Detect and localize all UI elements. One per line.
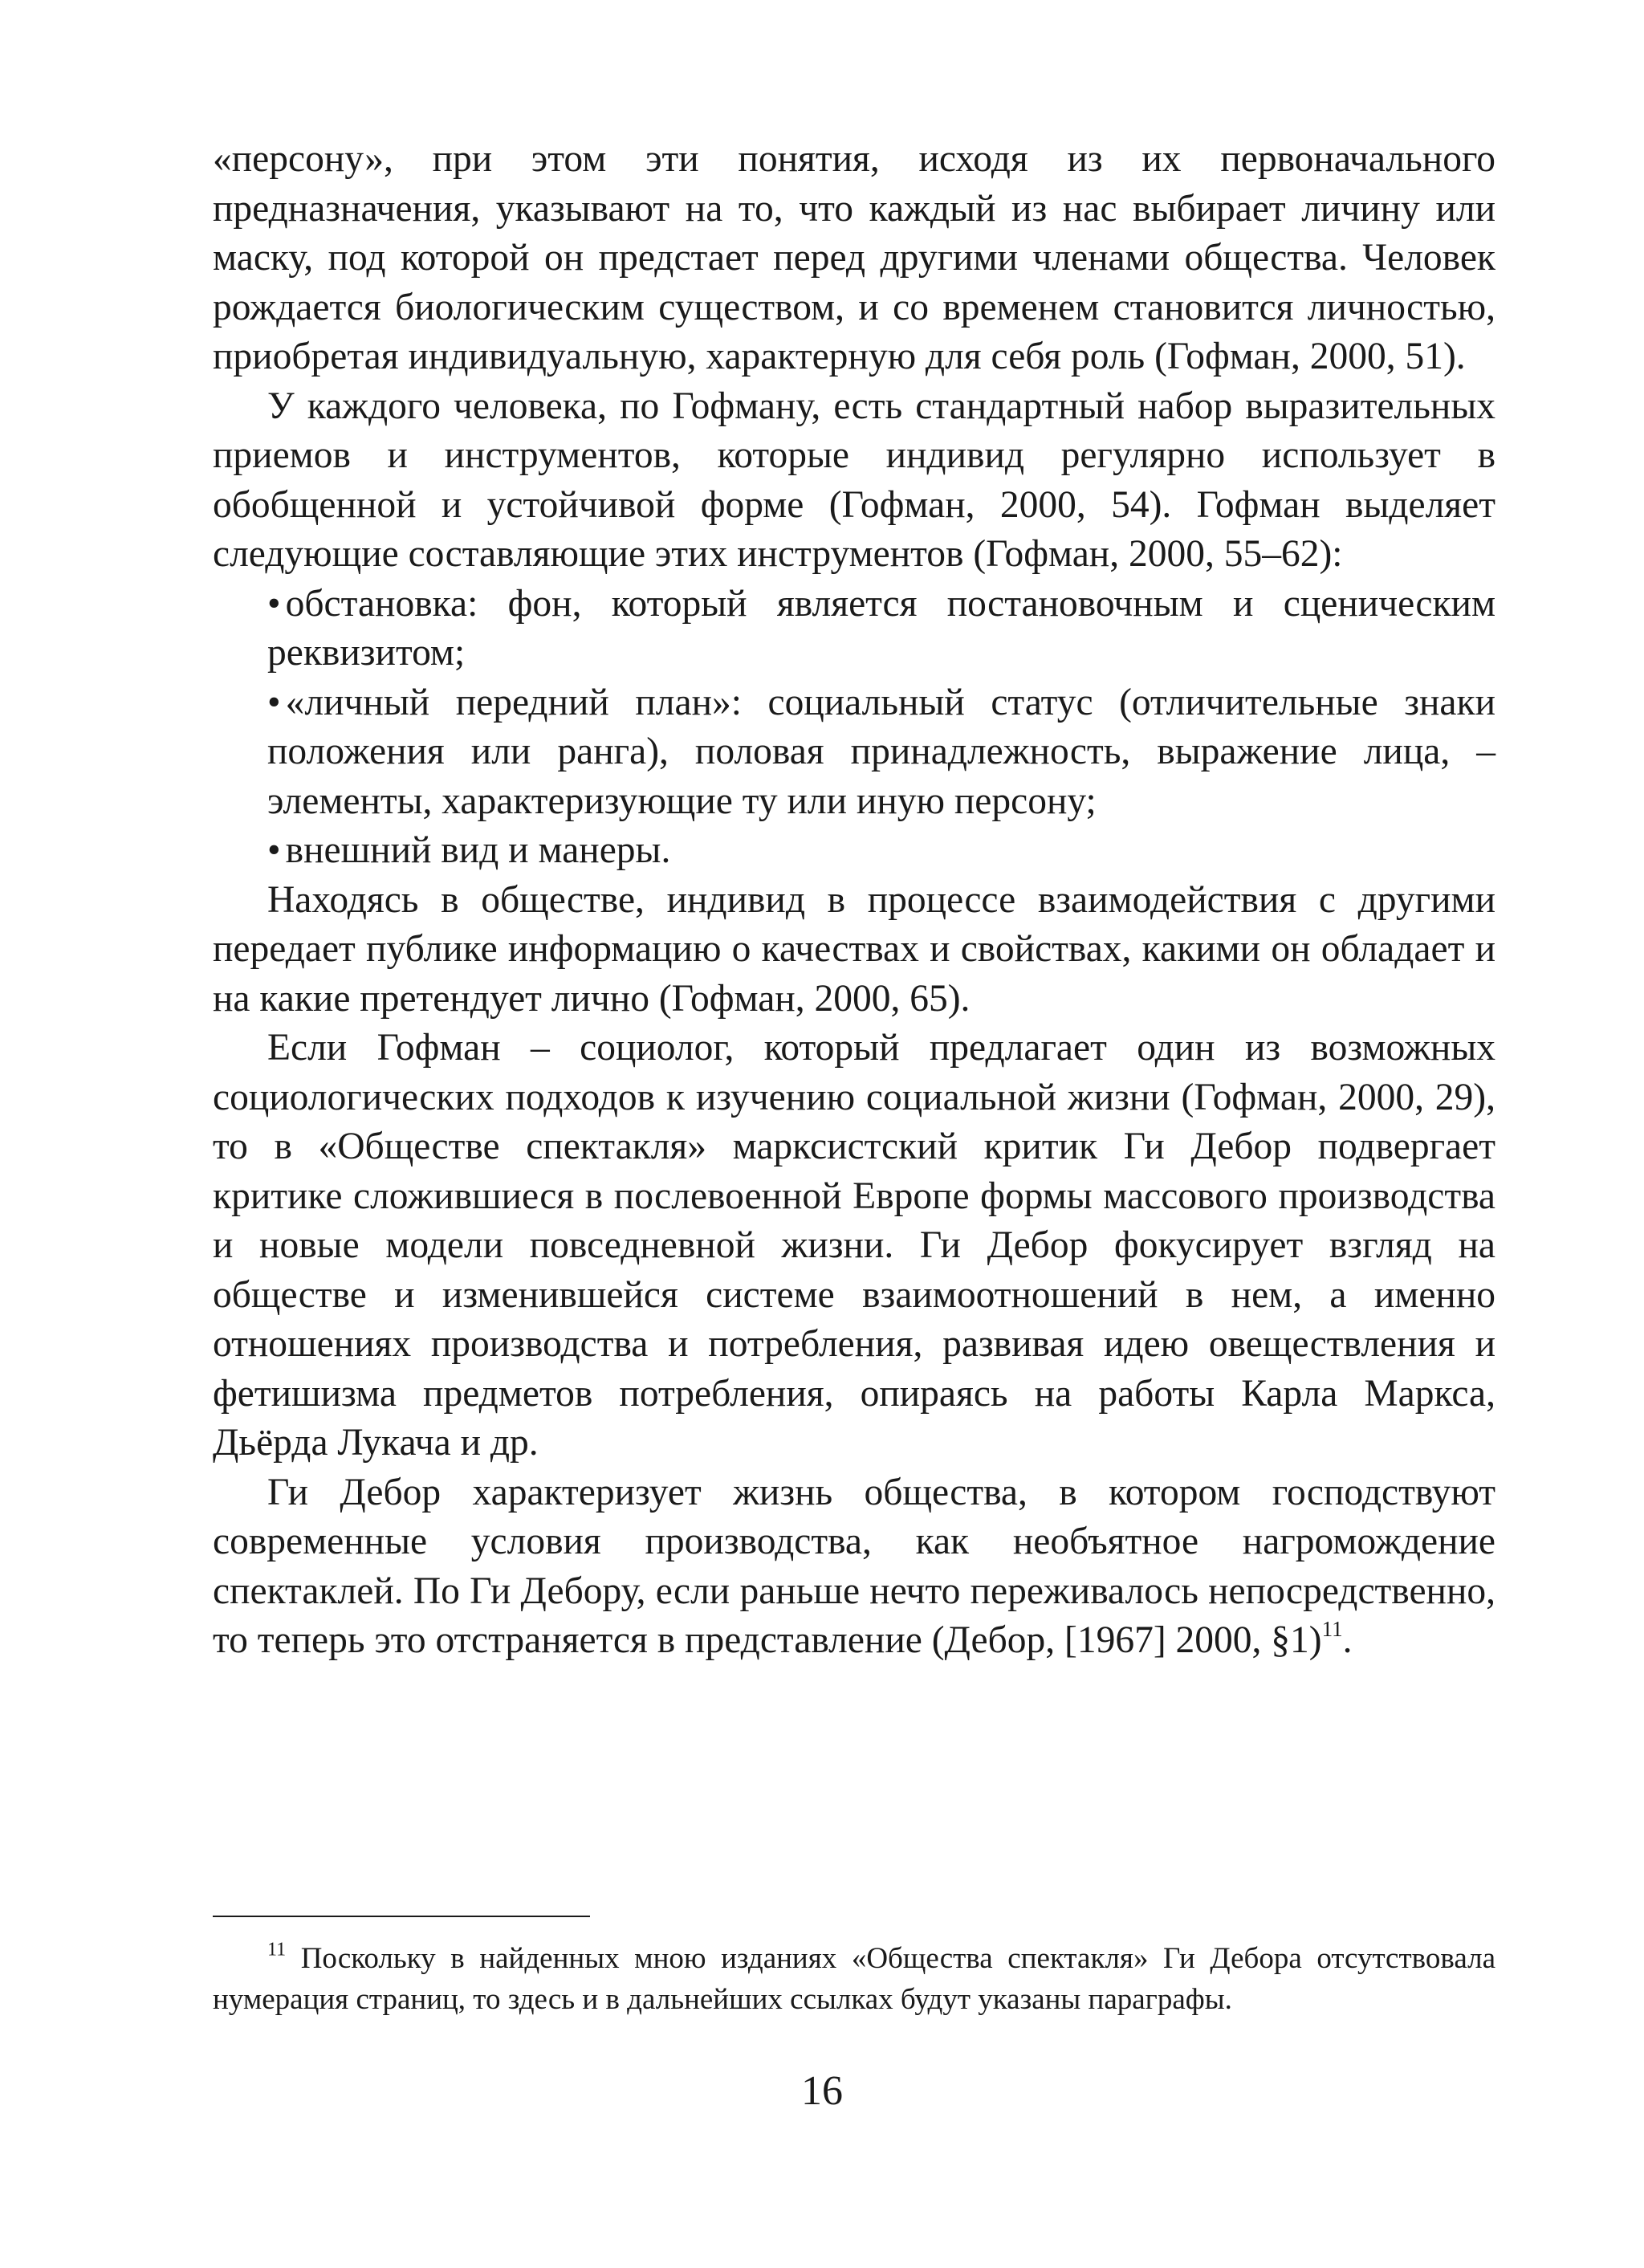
footnote-divider [213,1916,590,1917]
page-number: 16 [801,2068,843,2114]
bullet-text: обстановка: фон, который является постановочным и сценическим реквизитом; [267,582,1495,674]
bullet-marker: • [267,829,281,871]
bullet-marker: • [267,582,281,625]
paragraph-5 [213,1468,1495,1666]
paragraph-4: Если Гофман – социолог, который предлагает один из возможных социологических подходов к изучению социальной жизни (Гофман, 2000, 29), то в «Обществе спектакля» марксистский критик Ги Дебор подвергает критике сложившиеся в послевоенной Европе формы массового производства и новые модели повседневной жизни. Ги Дебор фокусирует взгляд на обществе и изменившейся системе взаимоотношений в нем, а именно отношениях производства и потребления, развивая идею овеществления и фетишизма предметов потребления, опираясь на работы Карла Маркса, Дьёрда Лукача и др. [213,1027,1495,1464]
paragraph-1: «персону», при этом эти понятия, исходя из их первоначального предназначения, указывают на то, что каждый из нас выбирает личину или маску, под которой он предстает перед другими членами общества. Человек рождается биологическим существом, и со временем становится личностью, приобретая индивидуальную, характерную для себя роль (Гофман, 2000, 51). [213,138,1495,377]
bullet-item-1 [213,580,1495,678]
paragraph-3: Находясь в обществе, индивид в процессе взаимодействия с другими передает публике информацию о качествах и свойствах, какими он обладает и на какие претендует лично (Гофман, 2000, 65). [213,878,1495,1020]
paragraph-5-end: . [1342,1619,1353,1661]
footnote [213,1938,1495,2020]
bullet-text: внешний вид и манеры. [285,829,671,871]
paragraph-2: У каждого человека, по Гофману, есть стандартный набор выразительных приемов и инструментов, которые индивид регулярно использует в обобщенной и устойчивой форме (Гофман, 2000, 54). Гофман выделяет следующие составляющие этих инструментов (Гофман, 2000, 55–62): [213,385,1495,575]
paragraph-5-text: Ги Дебор характеризует жизнь общества, в котором господствуют современные условия производства, как необъятное нагромождение спектаклей. По Ги Дебору, если раньше нечто переживалось непосредственно, то теперь это отстраняется в представление (Дебор, [1967] 2000, §1) [213,1471,1495,1661]
footnote-number: 11 [267,1939,287,1961]
bullet-item-2 [213,678,1495,827]
footnote-text: Поскольку в найденных мною изданиях «Общества спектакля» Ги Дебора отсутствовала нумерация страниц, то здесь и в дальнейших ссылках будут указаны параграфы. [213,1942,1495,2016]
bullet-marker: • [267,681,281,723]
footnote-reference[interactable]: 11 [1321,1616,1343,1641]
bullet-item-3 [213,826,1495,876]
main-text [213,135,1495,1666]
bullet-text: «личный передний план»: социальный статус (отличительные знаки положения или ранга), половая принадлежность, выражение лица, – элементы, характеризующие ту или иную персону; [267,681,1495,822]
